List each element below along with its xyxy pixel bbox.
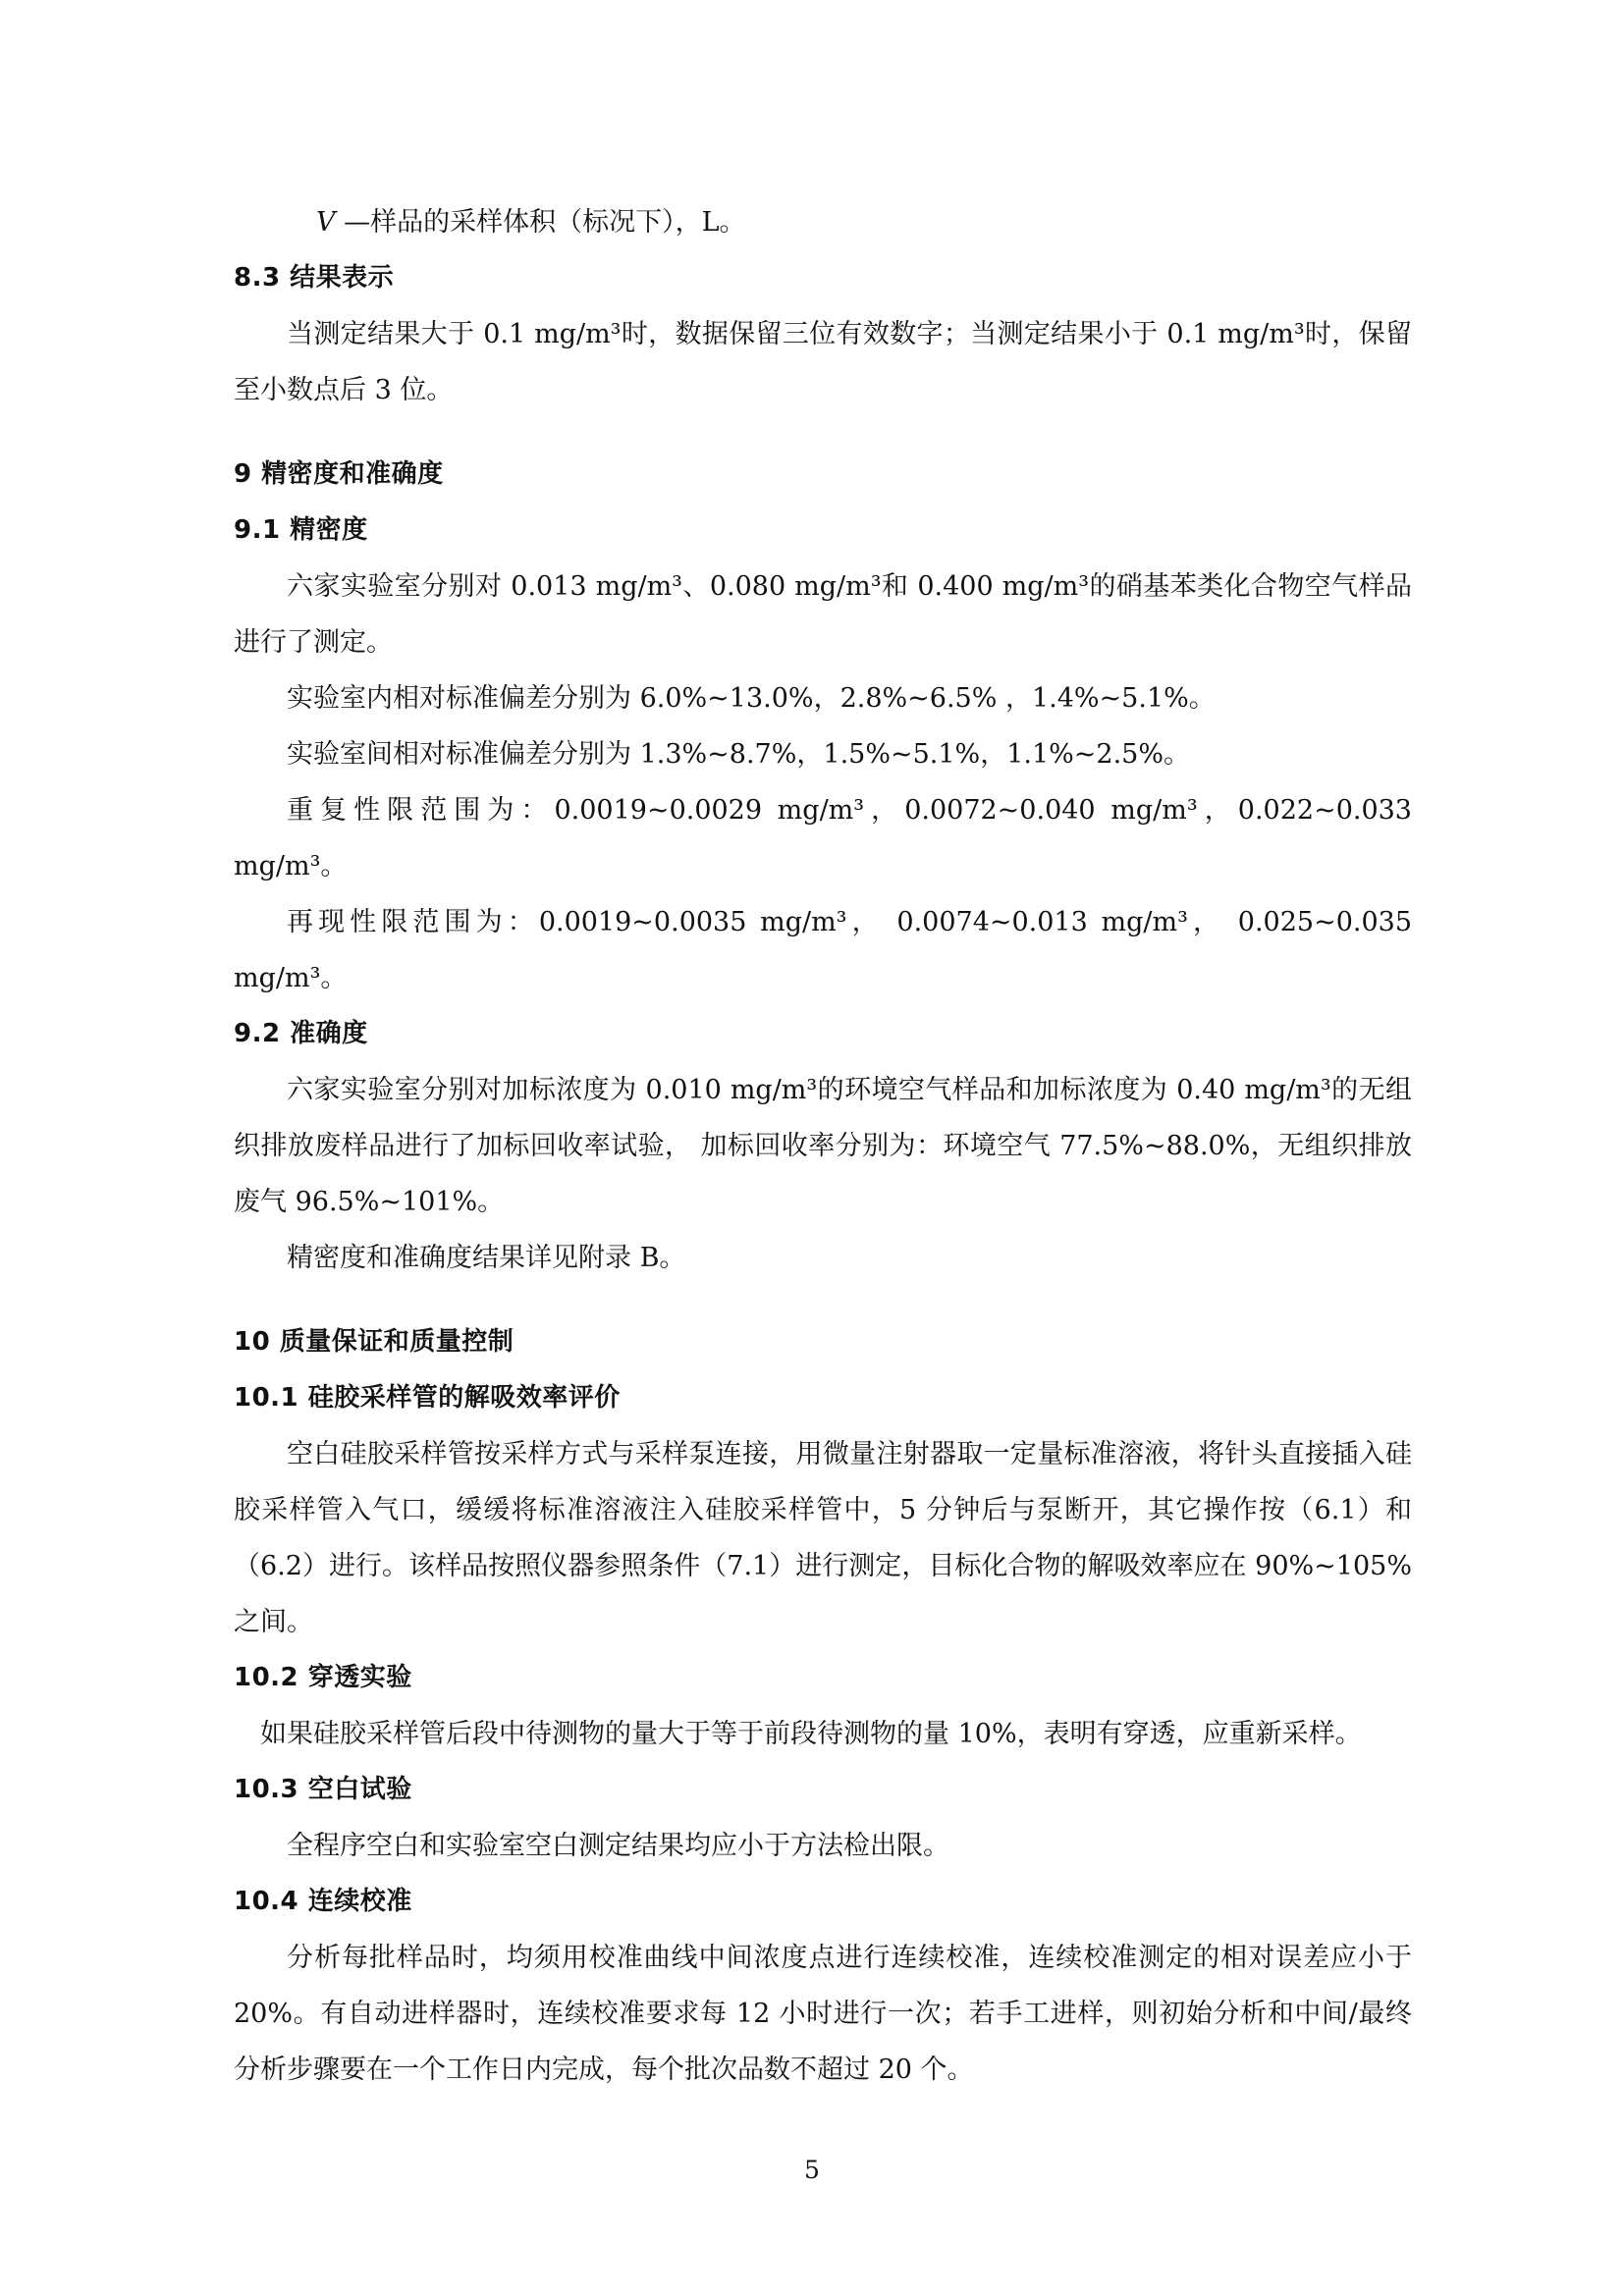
- section-heading-10-3: 10.3 空白试验: [234, 1775, 412, 1804]
- paragraph-9-1-5: 再现性限范围为：0.0019~0.0035 mg/m³， 0.0074~0.013 mg/m³， 0.025~0.035 mg/m³。: [234, 907, 1412, 993]
- paragraph-9-2-1: 六家实验室分别对加标浓度为 0.010 mg/m³的环境空气样品和加标浓度为 0.40 mg/m³的无组织排放废样品进行了加标回收率试验， 加标回收率分别为：环境空气 77.5%~88.0%，无组织排放废气 96.5%~101%。: [234, 1075, 1412, 1217]
- section-heading-10-2: 10.2 穿透实验: [234, 1663, 412, 1692]
- variable-description: —样品的采样体积（标况下），L。: [335, 207, 746, 238]
- section-heading-9-2: 9.2 准确度: [234, 1019, 368, 1048]
- paragraph-9-1-3: 实验室间相对标准偏差分别为 1.3%~8.7%，1.5%~5.1%，1.1%~2.5%。: [287, 739, 1191, 770]
- variable-symbol: V: [316, 207, 336, 238]
- page-content: [234, 194, 1412, 2098]
- section-heading-9-1: 9.1 精密度: [234, 515, 368, 545]
- section-heading-10: 10 质量保证和质量控制: [234, 1327, 514, 1357]
- paragraph-9-1-2: 实验室内相对标准偏差分别为 6.0%~13.0%，2.8%~6.5% ，1.4%~5.1%。: [287, 683, 1216, 714]
- paragraph-9-2-2: 精密度和准确度结果详见附录 B。: [287, 1243, 686, 1273]
- section-heading-10-4: 10.4 连续校准: [234, 1887, 412, 1916]
- section-heading-9: 9 精密度和准确度: [234, 459, 444, 489]
- variable-definition: [234, 194, 1412, 250]
- paragraph-10-4: 分析每批样品时，均须用校准曲线中间浓度点进行连续校准，连续校准测定的相对误差应小于 20%。有自动进样器时，连续校准要求每 12 小时进行一次；若手工进样，则初始分析和中间/最终分析步骤要在一个工作日内完成，每个批次品数不超过 20 个。: [234, 1943, 1412, 2085]
- paragraph-10-2: 如果硅胶采样管后段中待测物的量大于等于前段待测物的量 10%，表明有穿透，应重新采样。: [260, 1719, 1362, 1749]
- page-number: 5: [804, 2156, 820, 2184]
- paragraph-9-1-1: 六家实验室分别对 0.013 mg/m³、0.080 mg/m³和 0.400 mg/m³的硝基苯类化合物空气样品进行了测定。: [234, 571, 1412, 658]
- paragraph-8-3: 当测定结果大于 0.1 mg/m³时，数据保留三位有效数字；当测定结果小于 0.1 mg/m³时，保留至小数点后 3 位。: [234, 319, 1412, 405]
- paragraph-10-1: 空白硅胶采样管按采样方式与采样泵连接，用微量注射器取一定量标准溶液，将针头直接插入硅胶采样管入气口，缓缓将标准溶液注入硅胶采样管中，5 分钟后与泵断开，其它操作按（6.1）和（6.2）进行。该样品按照仪器参照条件（7.1）进行测定，目标化合物的解吸效率应在 90%~105%之间。: [234, 1439, 1412, 1637]
- paragraph-9-1-4: 重复性限范围为：0.0019~0.0029 mg/m³，0.0072~0.040 mg/m³，0.022~0.033 mg/m³。: [234, 795, 1412, 881]
- section-heading-8-3: 8.3 结果表示: [234, 263, 395, 293]
- paragraph-10-3: 全程序空白和实验室空白测定结果均应小于方法检出限。: [287, 1831, 949, 1861]
- section-heading-10-1: 10.1 硅胶采样管的解吸效率评价: [234, 1383, 621, 1413]
